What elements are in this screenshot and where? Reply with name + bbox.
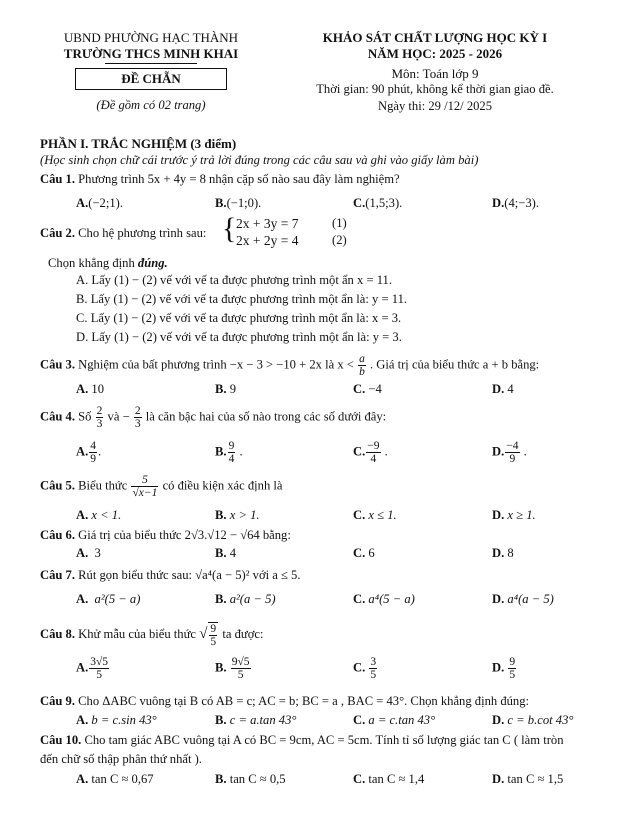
option-text: a²(5 − a) <box>94 592 141 606</box>
part-instruction: (Học sinh chọn chữ cái trước ý trả lời đúng trong các câu sau và ghi vào giấy làm bài) <box>40 153 479 167</box>
numerator: 3√5 <box>90 656 109 668</box>
option-fraction <box>508 656 516 681</box>
option-text: x > 1. <box>229 508 260 522</box>
exam-date: Ngày thi: 29 /12/ 2025 <box>377 99 493 113</box>
option-text: x ≤ 1. <box>368 508 397 522</box>
option-text: 10 <box>91 382 104 396</box>
question-stem: Khử mẫu của biểu thức <box>78 626 197 641</box>
option-text: c = a.tan 43° <box>229 713 297 727</box>
option-text: tan C ≈ 1,5 <box>507 772 564 786</box>
q5-option-b[interactable] <box>215 508 260 523</box>
q1-option-c[interactable] <box>353 196 402 211</box>
system-brace: { <box>222 212 237 245</box>
question-label: Câu 9. <box>40 694 75 708</box>
q10-option-a[interactable] <box>76 772 154 787</box>
option-text: 6 <box>368 546 375 560</box>
question-label: Câu 5. <box>40 478 75 493</box>
question-label: Câu 7. <box>40 568 75 582</box>
denominator: 4 <box>228 453 235 465</box>
q9-option-d[interactable] <box>492 713 573 728</box>
denominator: 3 <box>134 418 141 430</box>
q2-option-b[interactable]: B. Lấy (1) − (2) vế với vế ta được phương trình một ẩn là: y = 11. <box>76 292 408 306</box>
option-text: x < 1. <box>91 508 122 522</box>
q4-option-c[interactable]: C. $\frac{-9}{4}$ . <box>353 440 388 465</box>
option-text: (−2;1). <box>88 196 123 210</box>
department-name: UBND PHƯỜNG HẠC THÀNH <box>63 30 239 45</box>
option-label: A. <box>76 508 89 522</box>
option-label: B. <box>215 508 227 522</box>
q3-option-a[interactable] <box>76 382 104 397</box>
option-label: A. <box>76 546 89 560</box>
question-stem: Phương trình 5x + 4y = 8 nhận cặp số nào sau đây làm nghiệm? <box>78 172 400 186</box>
q4-option-d[interactable]: D. $\frac{-4}{9}$ . <box>492 440 527 465</box>
option-label: D. <box>492 382 505 396</box>
question-4 <box>40 405 386 430</box>
numerator: 9 <box>210 623 217 635</box>
numerator: a <box>359 353 365 365</box>
denominator: 3 <box>96 418 103 430</box>
denominator: 5 <box>237 669 244 681</box>
question-9 <box>40 694 529 709</box>
q6-option-b[interactable] <box>215 546 236 561</box>
exam-code-box <box>75 68 227 90</box>
question-10-continued: đến chữ số thập phân thứ nhất ). <box>40 752 202 766</box>
numerator: 2 <box>134 405 141 417</box>
option-fraction <box>369 656 377 681</box>
option-label: C. <box>353 382 366 396</box>
q1-option-b[interactable] <box>215 196 261 211</box>
question-label: Câu 3. <box>40 357 75 372</box>
option-label: C. <box>353 196 366 210</box>
option-label: B. <box>215 546 227 560</box>
denominator: 4 <box>370 453 377 465</box>
q3-option-b[interactable] <box>215 382 236 397</box>
option-label: A. <box>76 660 89 675</box>
q6-option-d[interactable] <box>492 546 514 561</box>
q9-option-b[interactable] <box>215 713 296 728</box>
question-stem-end: ta được: <box>222 626 264 641</box>
option-label: B. <box>215 444 227 459</box>
school-underline <box>105 63 197 64</box>
question-stem: Biểu thức <box>78 478 128 493</box>
option-text: a²(a − 5) <box>229 592 276 606</box>
choose-text: Chọn khẳng định <box>48 256 138 270</box>
option-text: a = c.tan 43° <box>368 713 436 727</box>
fraction-9-over-5 <box>208 622 218 648</box>
q5-option-a[interactable] <box>76 508 121 523</box>
option-label: B. <box>215 382 227 396</box>
question-stem: Rút gọn biểu thức sau: √a⁴(a − 5)² với a ≤ 5. <box>78 568 301 582</box>
q7-option-a[interactable] <box>76 592 140 607</box>
sqrt-sign: √ <box>199 625 208 642</box>
option-fraction <box>89 656 109 681</box>
option-label: D. <box>492 546 505 560</box>
question-stem-end: là căn bậc hai của số nào trong các số dưới đây: <box>145 409 387 424</box>
option-text: b = c.sin 43° <box>91 713 157 727</box>
part-title: PHẦN I. TRẮC NGHIỆM (3 điểm) <box>40 136 237 151</box>
q2-option-d[interactable]: D. Lấy (1) − (2) vế với vế ta được phương trình một ẩn là: y = 3. <box>76 330 402 344</box>
question-stem-mid: và − <box>107 409 130 424</box>
numerator: −4 <box>506 440 519 452</box>
numerator: 2 <box>96 405 103 417</box>
question-stem: Cho tam giác ABC vuông tại A có BC = 9cm, AC = 5cm. Tính tỉ số lượng giác tan C ( làm tròn <box>84 733 564 747</box>
q9-option-a[interactable] <box>76 713 157 728</box>
option-text: 9 <box>229 382 237 396</box>
denominator: 5 <box>210 636 217 648</box>
option-label: A. <box>76 772 89 786</box>
q8-option-b[interactable] <box>215 656 252 681</box>
option-fraction <box>366 440 380 465</box>
option-text: (−1;0). <box>226 196 262 210</box>
question-stem: Cho ΔABC vuông tại B có AB = c; AC = b; BC = a , BAC = 43°. Chọn khẳng định đúng: <box>78 694 530 708</box>
question-stem: Giá trị của biểu thức 2√3.√12 − √64 bằng: <box>78 528 291 542</box>
exam-code: ĐỀ CHẴN <box>121 71 181 86</box>
q6-option-a[interactable] <box>76 546 101 561</box>
option-text: c = b.cot 43° <box>507 713 574 727</box>
numerator: 9√5 <box>231 656 250 668</box>
option-label: A. <box>76 196 89 210</box>
option-text: a⁴(a − 5) <box>507 592 554 606</box>
q7-option-c[interactable] <box>353 592 415 607</box>
option-label: C. <box>353 713 366 727</box>
option-label: D. <box>492 772 505 786</box>
q1-option-d[interactable] <box>492 196 539 211</box>
q7-option-d[interactable] <box>492 592 554 607</box>
option-label: A. <box>76 713 89 727</box>
exam-time: Thời gian: 90 phút, không kể thời gian giao đề. <box>316 82 554 96</box>
question-3 <box>40 353 539 378</box>
option-label: A. <box>76 382 89 396</box>
question-label: Câu 6. <box>40 528 75 542</box>
option-text: 8 <box>507 546 514 560</box>
option-text: −4 <box>368 382 382 396</box>
choose-emphasis: đúng. <box>137 256 168 270</box>
option-label: B. <box>215 592 227 606</box>
numerator: 3 <box>370 656 377 668</box>
question-stem-end: . Giá trị của biểu thức a + b bằng: <box>369 357 540 372</box>
q10-option-c[interactable] <box>353 772 424 787</box>
question-5 <box>40 474 283 499</box>
equation-1: 2x + 3y = 7 <box>236 216 299 231</box>
pages-note: (Đề gồm có 02 trang) <box>96 98 206 112</box>
numerator: 5 <box>131 474 158 487</box>
school-year: NĂM HỌC: 2025 - 2026 <box>367 46 503 61</box>
question-label: Câu 2. <box>40 226 75 240</box>
option-fraction <box>505 440 519 465</box>
option-label: C. <box>353 592 366 606</box>
option-fraction <box>228 440 236 465</box>
denominator: 5 <box>509 669 516 681</box>
question-2 <box>40 226 206 241</box>
q3-option-d[interactable] <box>492 382 514 397</box>
option-label: D. <box>492 196 505 210</box>
q2-option-c[interactable]: C. Lấy (1) − (2) vế với vế ta được phương trình một ẩn là: x = 3. <box>76 311 402 325</box>
denominator: 5 <box>370 669 377 681</box>
subject: Môn: Toán lớp 9 <box>391 66 479 81</box>
option-text: tan C ≈ 0,5 <box>229 772 286 786</box>
option-label: B. <box>215 196 227 210</box>
option-text: tan C ≈ 1,4 <box>368 772 425 786</box>
question-6 <box>40 528 291 543</box>
option-text: 4 <box>229 546 237 560</box>
equation-2: 2x + 2y = 4 <box>236 233 299 248</box>
fraction-5-over-sqrt <box>131 474 158 499</box>
question-8 <box>40 622 263 648</box>
numerator: 9 <box>509 656 516 668</box>
option-label: B. <box>215 660 227 675</box>
option-label: D. <box>492 660 505 675</box>
option-fraction <box>89 440 97 465</box>
option-label: C. <box>353 546 366 560</box>
numerator: 9 <box>228 440 235 452</box>
q4-option-b[interactable]: B. $\frac{9}{4}$ . <box>215 440 243 465</box>
option-label: C. <box>353 772 366 786</box>
fraction-a-over-b <box>358 353 366 378</box>
question-label: Câu 4. <box>40 409 75 424</box>
q6-option-c[interactable] <box>353 546 375 561</box>
q5-option-d[interactable] <box>492 508 536 523</box>
question-10 <box>40 733 564 748</box>
question-1 <box>40 172 400 187</box>
denominator: b <box>359 366 365 378</box>
denominator: 5 <box>96 669 103 681</box>
question-stem: Cho hệ phương trình sau: <box>78 226 207 240</box>
equation-1-tag: (1) <box>332 216 347 230</box>
fraction-two-thirds-negative <box>134 405 142 430</box>
q1-option-a[interactable] <box>76 196 123 211</box>
question-stem: Số <box>78 409 92 424</box>
option-text: 4 <box>507 382 514 396</box>
option-text: x ≥ 1. <box>507 508 536 522</box>
q10-option-d[interactable] <box>492 772 563 787</box>
q7-option-b[interactable] <box>215 592 276 607</box>
option-label: B. <box>215 772 227 786</box>
question-7 <box>40 568 301 583</box>
option-text: (4;−3). <box>504 196 539 210</box>
option-label: C. <box>353 508 366 522</box>
question-stem: Nghiệm của bất phương trình −x − 3 > −10 + 2x là x < <box>78 357 354 372</box>
option-text: (1,5;3). <box>365 196 403 210</box>
fraction-two-thirds <box>96 405 104 430</box>
option-fraction <box>231 656 251 681</box>
equation-2-tag: (2) <box>332 233 347 247</box>
option-label: D. <box>492 508 505 522</box>
question-label: Câu 10. <box>40 733 82 747</box>
q4-option-a[interactable]: A. $\frac{4}{9}$ . <box>76 440 102 465</box>
denominator: 9 <box>90 453 96 465</box>
option-label: C. <box>353 444 366 459</box>
q9-option-c[interactable] <box>353 713 435 728</box>
question-label: Câu 8. <box>40 626 75 641</box>
option-label: A. <box>76 444 89 459</box>
q8-option-d[interactable] <box>492 656 517 681</box>
denominator: √x−1 <box>132 487 158 499</box>
q3-option-c[interactable] <box>353 382 382 397</box>
q5-option-c[interactable] <box>353 508 397 523</box>
q8-option-c[interactable] <box>353 656 378 681</box>
option-label: A. <box>76 592 89 606</box>
numerator: −9 <box>367 440 380 452</box>
option-label: D. <box>492 592 505 606</box>
school-name: TRƯỜNG THCS MINH KHAI <box>63 46 239 61</box>
denominator: 9 <box>509 453 516 465</box>
question-stem-end: có điều kiện xác định là <box>162 478 283 493</box>
q2-choose <box>48 256 168 271</box>
option-label: B. <box>215 713 227 727</box>
option-label: D. <box>492 444 505 459</box>
numerator: 4 <box>90 440 96 452</box>
option-label: D. <box>492 713 505 727</box>
q2-option-a[interactable]: A. Lấy (1) − (2) vế với vế ta được phương trình một ẩn x = 11. <box>76 273 392 287</box>
option-text: 3 <box>94 546 101 560</box>
question-label: Câu 1. <box>40 172 75 186</box>
option-text: a⁴(5 − a) <box>368 592 415 606</box>
option-text: tan C ≈ 0,67 <box>91 772 154 786</box>
option-label: C. <box>353 660 366 675</box>
q8-option-a[interactable] <box>76 656 110 681</box>
q10-option-b[interactable] <box>215 772 286 787</box>
exam-title: KHẢO SÁT CHẤT LƯỢNG HỌC KỲ I <box>322 30 548 45</box>
